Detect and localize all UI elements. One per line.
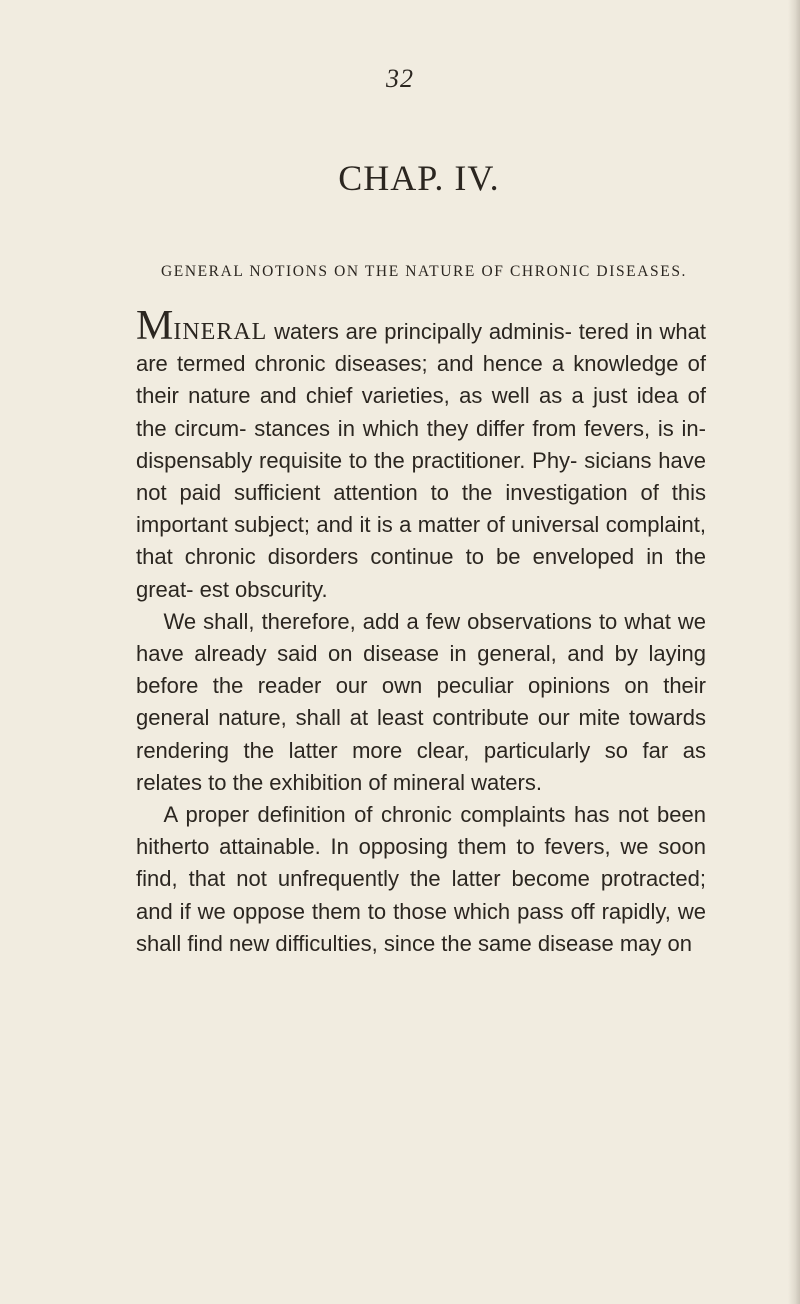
body-text <box>136 303 706 960</box>
paragraph-2: We shall, therefore, add a few observations to what we have already said on disease in general, and by laying before the reader our own peculiar opinions on their general nature, shall at least contribute our mite towards rendering the latter more clear, particularly so far as relates to the exhibition of mineral waters. <box>136 608 706 795</box>
drop-cap: M <box>136 303 174 349</box>
chapter-title: CHAP. IV. <box>338 158 500 198</box>
chapter-subtitle: GENERAL NOTIONS ON THE NATURE OF CHRONIC DISEASES. <box>160 263 688 280</box>
paragraph-1-text: waters are principally adminis- tered in what are termed chronic diseases; and hence a knowledge of their nature and chief varieties, as well as a just idea of the circum- stances in which they differ from fevers, is in- dispensably requisite to the practitioner. Phy- sicians have not paid sufficient attention to the investigation of this important subject; and it is a matter of universal complaint, that chronic disorders continue to be enveloped in the great- est obscurity. <box>136 319 706 602</box>
paragraph-1 <box>136 303 706 606</box>
page-number: 32 <box>386 64 414 93</box>
opening-small-caps: INERAL <box>173 319 268 345</box>
paragraph-3: A proper definition of chronic complaints has not been hitherto attainable. In opposing them to fevers, we soon find, that not unfrequently the latter become protracted; and if we oppose them to those which pass off rapidly, we shall find new difficulties, since the same disease may on <box>136 802 706 956</box>
